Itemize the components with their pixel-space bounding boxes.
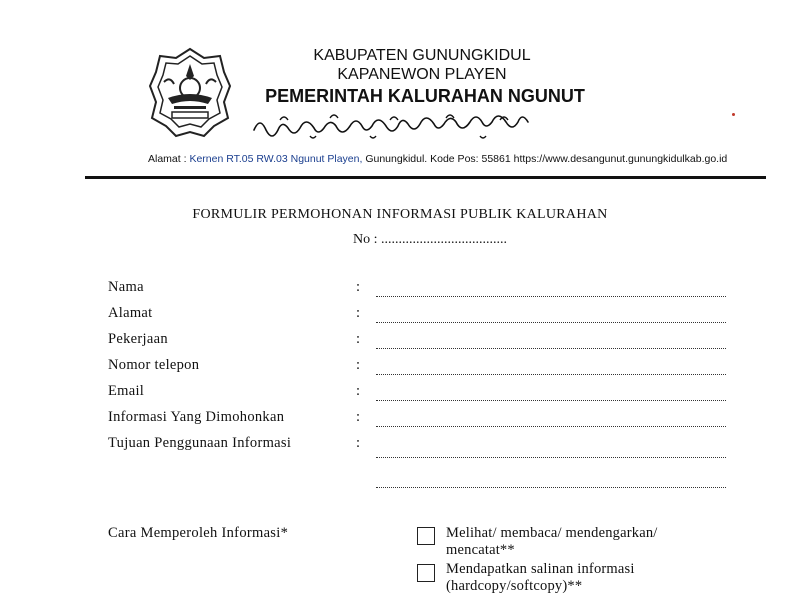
field-label-email: Email bbox=[108, 383, 145, 399]
field-label-occupation: Pekerjaan bbox=[108, 331, 168, 347]
purpose-input-line-2[interactable] bbox=[376, 487, 726, 488]
field-colon: : bbox=[356, 331, 361, 347]
field-label-phone: Nomor telepon bbox=[108, 357, 200, 373]
field-colon: : bbox=[356, 357, 361, 373]
option-view-label bbox=[446, 525, 746, 559]
option-view-line-2: mencatat** bbox=[446, 542, 515, 558]
field-label-address: Alamat bbox=[108, 305, 153, 321]
red-mark bbox=[732, 113, 735, 116]
field-label-name: Nama bbox=[108, 279, 144, 295]
field-label-requested-info: Informasi Yang Dimohonkan bbox=[108, 409, 285, 425]
javanese-script-icon bbox=[250, 112, 570, 142]
field-label-purpose: Tujuan Penggunaan Informasi bbox=[108, 435, 292, 451]
requested-info-input-line[interactable] bbox=[376, 426, 726, 427]
letterhead-divider bbox=[85, 176, 766, 179]
option-copy-line-2: (hardcopy/softcopy)** bbox=[446, 578, 583, 594]
option-copy-checkbox[interactable] bbox=[417, 564, 435, 582]
address-label: Alamat : bbox=[148, 153, 187, 165]
field-colon: : bbox=[356, 383, 361, 399]
email-input-line[interactable] bbox=[376, 400, 726, 401]
name-input-line[interactable] bbox=[376, 296, 726, 297]
option-view-line-1: Melihat/ membaca/ mendengarkan/ bbox=[446, 525, 658, 541]
regency-crest-icon bbox=[148, 46, 232, 140]
option-copy-label bbox=[446, 561, 746, 595]
form-title: FORMULIR PERMOHONAN INFORMASI PUBLIK KALURAHAN bbox=[192, 207, 608, 222]
header-district: KAPANEWON PLAYEN bbox=[337, 66, 507, 83]
header-village-government: PEMERINTAH KALURAHAN NGUNUT bbox=[265, 86, 585, 106]
form-number: No : .................................... bbox=[353, 232, 507, 247]
header-regency: KABUPATEN GUNUNGKIDUL bbox=[313, 47, 531, 64]
field-colon: : bbox=[356, 305, 361, 321]
field-colon: : bbox=[356, 409, 361, 425]
method-label: Cara Memperoleh Informasi* bbox=[108, 525, 289, 541]
phone-input-line[interactable] bbox=[376, 374, 726, 375]
option-copy-line-1: Mendapatkan salinan informasi bbox=[446, 561, 635, 577]
address-street: Kernen RT.05 RW.03 Ngunut Playen, bbox=[189, 153, 363, 165]
field-colon: : bbox=[356, 435, 361, 451]
address-line bbox=[148, 153, 727, 165]
option-view-checkbox[interactable] bbox=[417, 527, 435, 545]
address-details: Gunungkidul. Kode Pos: 55861 https://www.desangunut.gunungkidulkab.go.id bbox=[365, 153, 728, 165]
purpose-input-line-1[interactable] bbox=[376, 457, 726, 458]
field-colon: : bbox=[356, 279, 361, 295]
address-input-line[interactable] bbox=[376, 322, 726, 323]
occupation-input-line[interactable] bbox=[376, 348, 726, 349]
